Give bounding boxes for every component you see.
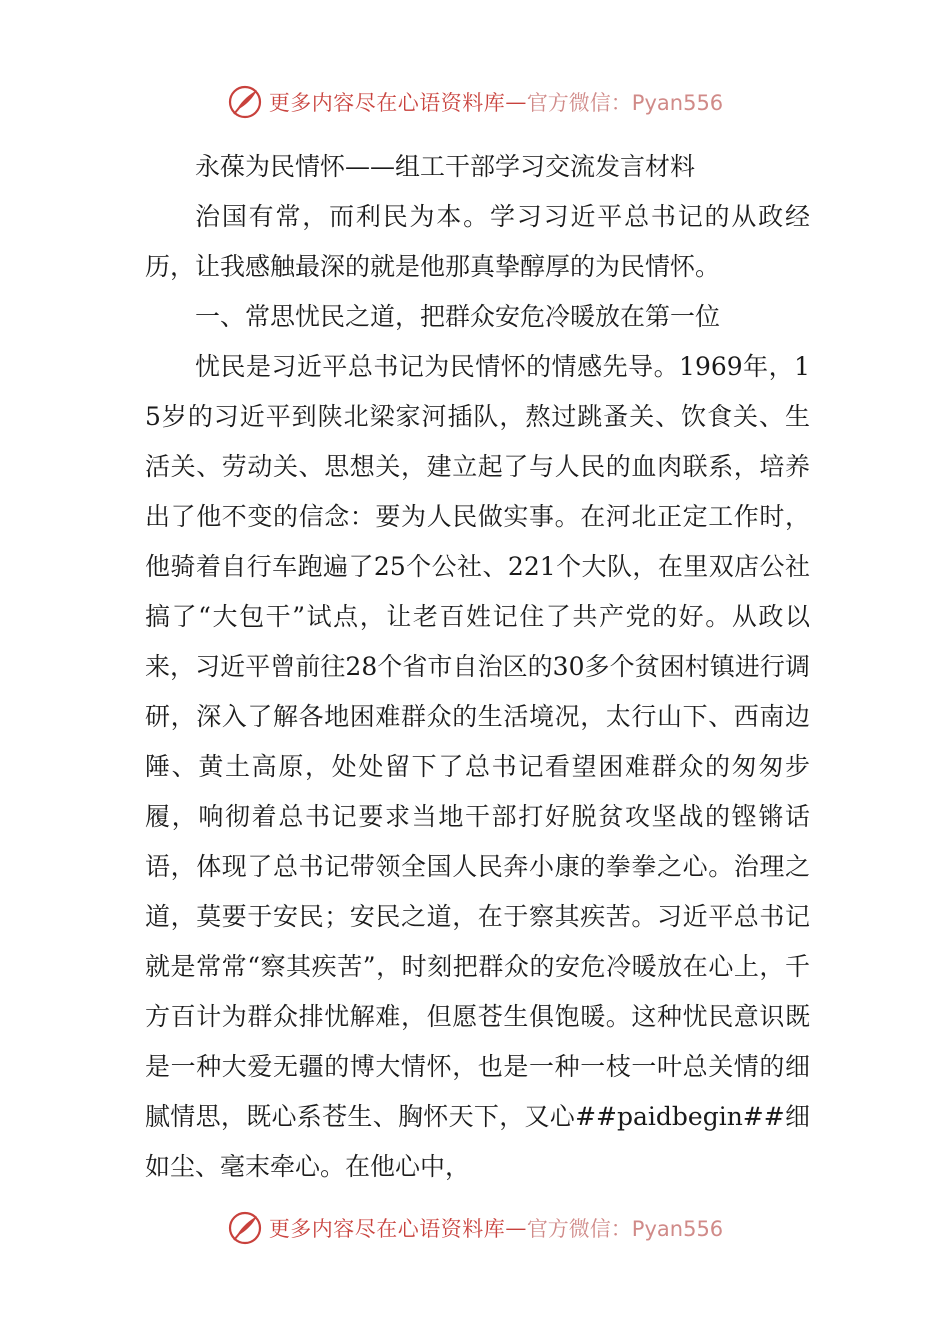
banner-dash: — <box>505 1216 527 1240</box>
footer-banner <box>0 1206 950 1250</box>
quill-logo-icon <box>227 1210 263 1246</box>
document-title: 永葆为民情怀——组工干部学习交流发言材料 <box>195 152 696 181</box>
quill-logo-icon <box>227 84 263 120</box>
banner-wechat: 官方微信：Pyan556 <box>526 1217 724 1241</box>
banner-wechat: 官方微信：Pyan556 <box>526 91 724 115</box>
banner-site-name: 更多内容尽在心语资料库 <box>268 1217 506 1241</box>
banner-dash: — <box>505 90 527 114</box>
header-banner <box>0 80 950 124</box>
paragraph-body: 忧民是习近平总书记为民情怀的情感先导。1969年，15岁的习近平到陕北梁家河插队，熬过跳蚤关、饮食关、生活关、劳动关、思想关，建立起了与人民的血肉联系，培养出了他不变的信念：要为人民做实事。在河北正定工作时，他骑着自行车跑遍了25个公社、221个大队，在里双店公社搞了“大包干”试点，让老百姓记住了共产党的好。从政以来，习近平曾前往28个省市自治区的30多个贫困村镇进行调研，深入了解各地困难群众的生活境况，太行山下、西南边陲、黄土高原，处处留下了总书记看望困难群众的匆匆步履，响彻着总书记要求当地干部打好脱贫攻坚战的铿锵话语，体现了总书记带领全国人民奔小康的拳拳之心。治理之道，莫要于安民；安民之道，在于察其疾苦。习近平总书记就是常常“察其疾苦”，时刻把群众的安危冷暖放在心上，千方百计为群众排忧解难，但愿苍生俱饱暖。这种忧民意识既是一种大爱无疆的博大情怀，也是一种一枝一叶总关情的细腻情思，既心系苍生、胸怀天下，又心##paidbegin##细如尘、毫末牵心。在他心中， <box>145 352 810 1181</box>
banner-site-name: 更多内容尽在心语资料库 <box>268 91 506 115</box>
document-body <box>145 142 810 1192</box>
section-heading: 一、常思忧民之道，把群众安危冷暖放在第一位 <box>195 302 721 331</box>
paragraph-intro: 治国有常，而利民为本。学习习近平总书记的从政经历，让我感触最深的就是他那真挚醇厚的为民情怀。 <box>145 202 810 281</box>
